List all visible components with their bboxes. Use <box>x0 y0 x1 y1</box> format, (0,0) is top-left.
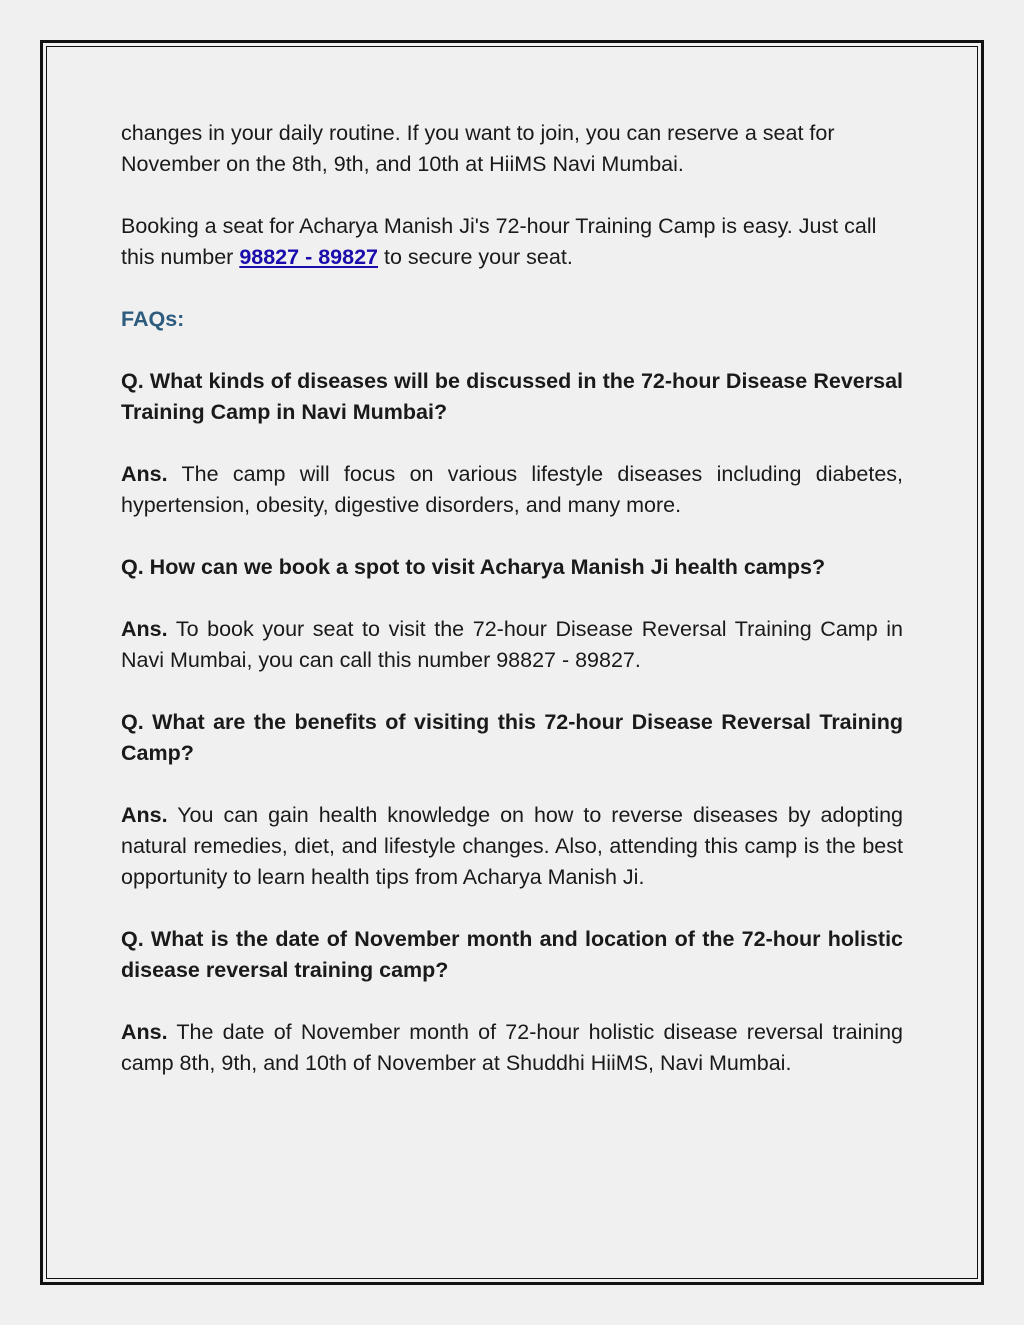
answer-text: The camp will focus on various lifestyle diseases including diabetes, hypertension, obesity, digestive disorders, and many more. <box>121 462 903 517</box>
answer-text: You can gain health knowledge on how to reverse diseases by adopting natural remedies, diet, and lifestyle changes. Also, attending this camp is the best opportunity to learn health tips from Acharya Manish Ji. <box>121 803 903 889</box>
faq-heading: FAQs: <box>121 307 185 331</box>
faq-question-1: Q. What kinds of diseases will be discussed in the 72-hour Disease Reversal Training Camp in Navi Mumbai? <box>121 369 903 424</box>
answer-text: To book your seat to visit the 72-hour Disease Reversal Training Camp in Navi Mumbai, you can call this number 98827 - 89827. <box>121 617 903 672</box>
intro-paragraph: changes in your daily routine. If you want to join, you can reserve a seat for November on the 8th, 9th, and 10th at HiiMS Navi Mumbai. <box>121 121 835 176</box>
phone-number-link[interactable]: 98827 - 89827 <box>239 245 378 269</box>
answer-label: Ans. <box>121 1020 168 1044</box>
answer-text: The date of November month of 72-hour holistic disease reversal training camp 8th, 9th, and 10th of November at Shuddhi HiiMS, Navi Mumbai. <box>121 1020 903 1075</box>
faq-question-3: Q. What are the benefits of visiting this 72-hour Disease Reversal Training Camp? <box>121 710 903 765</box>
booking-paragraph <box>121 211 903 273</box>
answer-label: Ans. <box>121 803 168 827</box>
faq-question-4: Q. What is the date of November month and location of the 72-hour holistic disease reversal training camp? <box>121 927 903 982</box>
answer-label: Ans. <box>121 462 168 486</box>
document-body <box>121 118 903 1110</box>
faq-answer-3 <box>121 800 903 893</box>
booking-text-after: to secure your seat. <box>378 245 573 269</box>
faq-answer-2 <box>121 614 903 676</box>
answer-label: Ans. <box>121 617 168 641</box>
booking-text-before: Booking a seat for Acharya Manish Ji's 72-hour Training Camp is easy. Just call this number <box>121 214 877 269</box>
faq-question-2: Q. How can we book a spot to visit Acharya Manish Ji health camps? <box>121 555 826 579</box>
faq-answer-4 <box>121 1017 903 1079</box>
faq-answer-1 <box>121 459 903 521</box>
